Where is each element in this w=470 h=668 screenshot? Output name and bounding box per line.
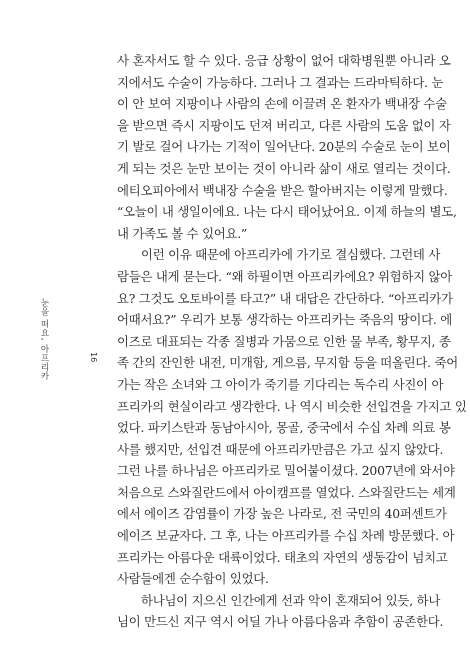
text-line: 족 간의 잔인한 내전, 미개함, 게으름, 무지함 등을 떠올린다. 죽어 [117,355,458,371]
text-line: 프리카의 현실이라고 생각한다. 나 역시 비슷한 선입견을 가지고 있 [117,398,467,414]
text-line: 에이즈 보균자다. 그 후, 나는 아프리카를 수십 차례 방문했다. 아 [117,528,455,544]
text-line: 프리카는 아름다운 대륙이었다. 태초의 자연의 생동감이 넘치고 [117,549,448,565]
running-head: 눈을 떠요, 아프리카 [39,298,49,381]
text-line: 가는 작은 소녀와 그 아이가 죽기를 기다리는 독수리 사진이 아 [117,376,444,392]
text-line: 람들은 내게 묻는다. “왜 하필이면 아프리카에요? 위험하지 않아 [117,268,452,284]
text-line: 어때서요?” 우리가 보통 생각하는 아프리카는 죽음의 땅이다. 에 [117,312,452,328]
text-line: 기 발로 걸어 나가는 기적이 일어난다. 20분의 수술로 눈이 보이 [117,139,451,155]
text-line: 사를 했지만, 선입견 때문에 아프리카만큼은 가고 싶지 않았다. [117,441,444,457]
text-line: 그런 나를 하나님은 아프리카로 밀어붙이셨다. 2007년에 와서야 [117,463,455,479]
text-line: 에티오피아에서 백내장 수술을 받은 할아버지는 이렇게 말했다. [117,182,448,198]
text-line: 었다. 파키스탄과 동남아시아, 몽골, 중국에서 수십 차례 의료 봉 [117,420,451,436]
paragraph-1 [117,50,457,244]
text-line: “오늘이 내 생일이에요. 나는 다시 태어났어요. 이제 하늘의 별도, [117,204,457,220]
text-line: 에서 에이즈 감염률이 가장 높은 나라로, 전 국민의 40퍼센트가 [117,506,447,522]
text-line: 처음으로 스와질란드에서 아이캠프를 열었다. 스와질란드는 세계 [117,484,456,500]
body-text [117,50,467,633]
text-line: 게 되는 것은 눈만 보이는 것이 아니라 삶이 새로 열리는 것이다. [117,160,451,176]
text-line: 내 가족도 볼 수 있어요.” [117,225,248,241]
text-line: 이즈로 대표되는 각종 질병과 가뭄으로 인한 물 부족, 황무지, 종 [117,333,451,349]
text-line: 이 안 보여 지팡이나 사람의 손에 이끌려 온 환자가 백내장 수술 [117,96,447,112]
page-number: 16 [89,352,98,363]
text-line: 사람들에겐 순수함이 있었다. [117,571,269,587]
text-line: 요? 그것도 오토바이를 타고?” 내 대답은 간단하다. “아프리카가 [117,290,453,306]
text-line: 이런 이유 때문에 아프리카에 가기로 결심했다. 그런데 사 [141,247,441,263]
text-line: 하나님이 지으신 인간에게 선과 악이 혼재되어 있듯, 하나 [141,592,441,608]
text-line: 사 혼자서도 할 수 있다. 응급 상황이 없어 대학병원뿐 아니라 오 [117,53,451,68]
paragraph-2 [117,244,467,590]
text-line: 님이 만드신 지구 역시 어딜 가나 아름다움과 추함이 공존한다. [117,614,444,630]
text-line: 지에서도 수술이 가능하다. 그러나 그 결과는 드라마틱하다. 눈 [117,74,444,90]
text-line: 을 받으면 즉시 지팡이도 던져 버리고, 다른 사람의 도움 없이 자 [117,117,451,133]
paragraph-3 [117,590,444,633]
